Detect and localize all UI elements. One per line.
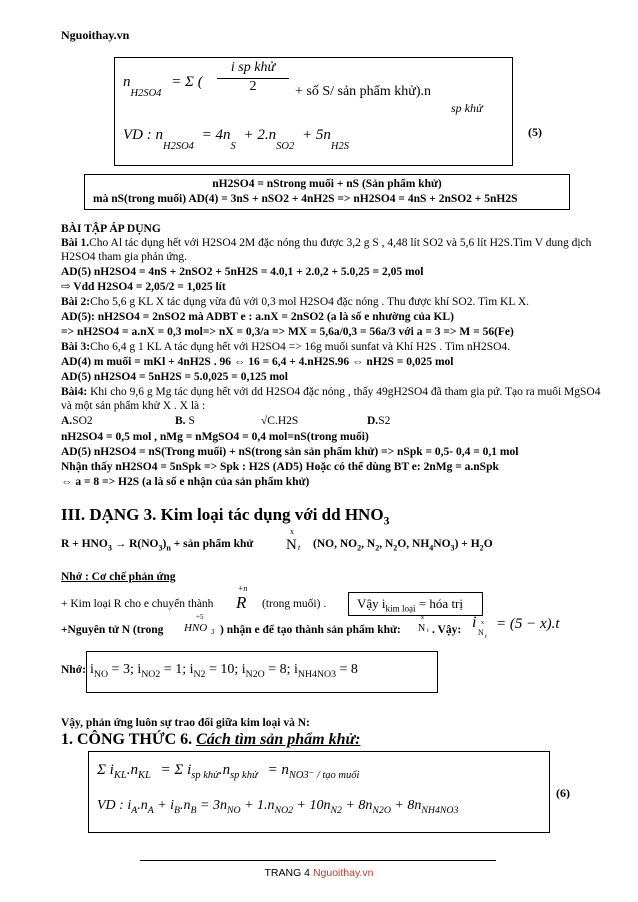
note-line1-post: (trong muối) . [262,598,327,610]
formula-5-rest-sub: sp khử [451,101,483,115]
hno3-symbol: +5 HNO 3 [184,613,215,636]
option-d: D.S2 [367,415,391,427]
exercise-2: Bài 2:Cho 5,6 g KL X tác dụng vừa đủ với 0,3 mol H2SO4 đặc nóng . Thu được khí SO2. Tìm KL X. [61,296,529,308]
exercise-4-solution-3: Nhận thấy nH2SO4 = 5nSpk => Spk : H2S (AD5) Hoặc có thể dùng BT e: 2nMg = a.nSpk [61,461,499,473]
reaction-n-symbol: x N t [286,527,301,553]
exercise-4: Bài4: Khi cho 9,6 g Mg tác dụng hết với dd H2SO4 đặc nóng , thấy 49gH2SO4 đã tham gia pứ. Tạo ra muối MgSO4 và một sản phẩm khử X . X là : [61,386,601,412]
n-product-symbol: x N t [418,615,429,634]
option-b: B. S [175,415,195,427]
option-a: A.SO2 [61,415,93,427]
exercise-3: Bài 3:Cho 6,4 g 1 KL A tác dụng hết với H2SO4 => 16g muối sunfat và Khí H2S . Tìm nH2SO4. [61,341,511,353]
exercise-4-solution-2: AD(5) nH2SO4 = nS(Trong muối) + nS(trong sản sản phẩm khử) => nSpk = 0,5- 0,4 = 0,1 mol [61,446,519,458]
i-formula: i x N t = (5 − x).t [472,614,560,640]
footer-page: TRANG 4 [264,867,311,879]
nho-item-no2: $i_{NO2} = 1$; [137,662,187,680]
formula-5-box [114,57,513,166]
footer-site-link[interactable]: Nguoithay.vn [312,867,374,879]
nho-label: Nhớ: [61,664,86,676]
nho-box [86,651,438,693]
exercise-3-solution-1: AD(4) m muối = mKl + 4nH2S . 96 ⇔ 16 = 6,4 + 4.nH2S.96 ⇔ nH2S = 0,025 mol [61,356,454,368]
section-3-title: III. DẠNG 3. Kim loại tác dụng với dd $HNO_3$ [61,505,390,528]
note-line2-end: . Vậy: [432,624,462,636]
formula-5-line2: VD : $n_{H2SO4} = 4n_S + 2.n_{SO2} + 5n_{H2S}$ [123,127,349,152]
formula-5-line1: $n_{H2SO4} = \Sigma$ ( [123,74,203,99]
footer [0,867,638,879]
note-line2-mid: ) nhận e để tạo thành sản phẩm khử: [220,624,401,636]
exercise-3-solution-2: AD(5) nH2SO4 = 5nH2S = 5.0,025 = 0,125 mol [61,371,288,383]
reaction-line: $R + HNO_3 \to R(NO_3)_n$ + sản phẩm khử [61,538,254,553]
formula-6-line1: Σ $i_{KL}.n_{KL} = \Sigma$ $i_{sp khử}.n_{sp khử} = n_{NO3^- / tạo muối}$ [97,762,360,781]
exercise-4-solution-4: ⇔ a = 8 => H2S (a là số e nhận của sản phẩm khử) [61,476,310,488]
exercises-heading: BÀI TẬP ÁP DỤNG [61,223,161,235]
exercise-2-solution-1: AD(5): nH2SO4 = 2nSO2 mà ADBT e : a.nX = 2nSO2 (a là số e nhường của KL) [61,311,454,323]
summary-box-line2: mà nS(trong muối) AD(4) = 3nS + nSO2 + 4nH2S => nH2SO4 = 4nS + 2nSO2 + 5nH2S [93,193,518,205]
note-title: Nhớ : Cơ chế phản ứng [61,571,176,583]
valence-box: Vậy $i_{kim loại}$ = hóa trị [348,592,483,616]
exercise-1-solution-2: ⇨ Vdd H2SO4 = 2,05/2 = 1,025 lít [61,281,226,293]
nho-item-nh4no3: $i_{NH4NO3} = 8$ [294,662,358,680]
header-site: Nguoithay.vn [61,28,130,42]
formula-6-title: 1. CÔNG THỨC 6. Cách tìm sản phẩm khử: [61,731,361,748]
summary-box-line1: nH2SO4 = nStrong muối + nS (Sản phẩm khử) [212,178,442,190]
exercise-1-solution-1: AD(5) nH2SO4 = 4nS + 2nSO2 + 5nH2S = 4.0,1 + 2.0,2 + 5.0,25 = 2,05 mol [61,266,424,278]
formula-5-rest: + số S/ sản phẩm khử).n [295,84,432,99]
note-line2: +Nguyên tử N (trong [61,624,164,636]
nho-item-n2: $i_{N2} = 10$; [189,662,239,680]
note-r-symbol: +n R [236,584,248,612]
exercise-4-options [61,415,581,429]
formula-6-line2: VD : $i_A.n_A + i_B.n_B = 3n_{NO} + 1.n_{NO2} + 10n_{N2} + 8n_{N2O} + 8n_{NH4NO3}$ [97,798,459,816]
note-line1: + Kim loại R cho e chuyển thành [61,598,214,610]
nho-item-n2o: $i_{N2O} = 8$; [241,662,291,680]
formula-6-box [88,751,550,833]
h2so4-summary-box [84,174,570,210]
footer-rule [140,860,496,861]
nho-item-no: $i_{NO} = 3$; [90,662,134,680]
exercise-4-solution-1: nH2SO4 = 0,5 mol , nMg = nMgSO4 = 0,4 mol=nS(trong muối) [61,431,369,443]
exercise-1: Bài 1.Cho Al tác dụng hết với H2SO4 2M đặc nóng thu được 3,2 g S , 4,48 lít SO2 và 5,6 lít H2S.Tìm V dung dịch H2SO4 tham gia phản ứng. [61,237,592,263]
reaction-products: (NO, $NO_2$, $N_2$, $N_2O$, $NH_4NO_3) + H_2O$ [313,538,493,553]
formula-5-label: (5) [528,125,542,139]
formula-6-label: (6) [556,786,570,800]
exercise-2-solution-2: => nH2SO4 = a.nX = 0,3 mol=> nX = 0,3/a => MX = 5,6a/0,3 = 56a/3 với a = 3 => M = 56(Fe) [61,326,514,338]
option-c: √C.H2S [261,415,299,427]
formula-5-fraction: i sp khử 2 [217,60,289,95]
summary-line: Vậy, phản ứng luôn sự trao đổi giữa kim loại và N: [61,717,310,729]
